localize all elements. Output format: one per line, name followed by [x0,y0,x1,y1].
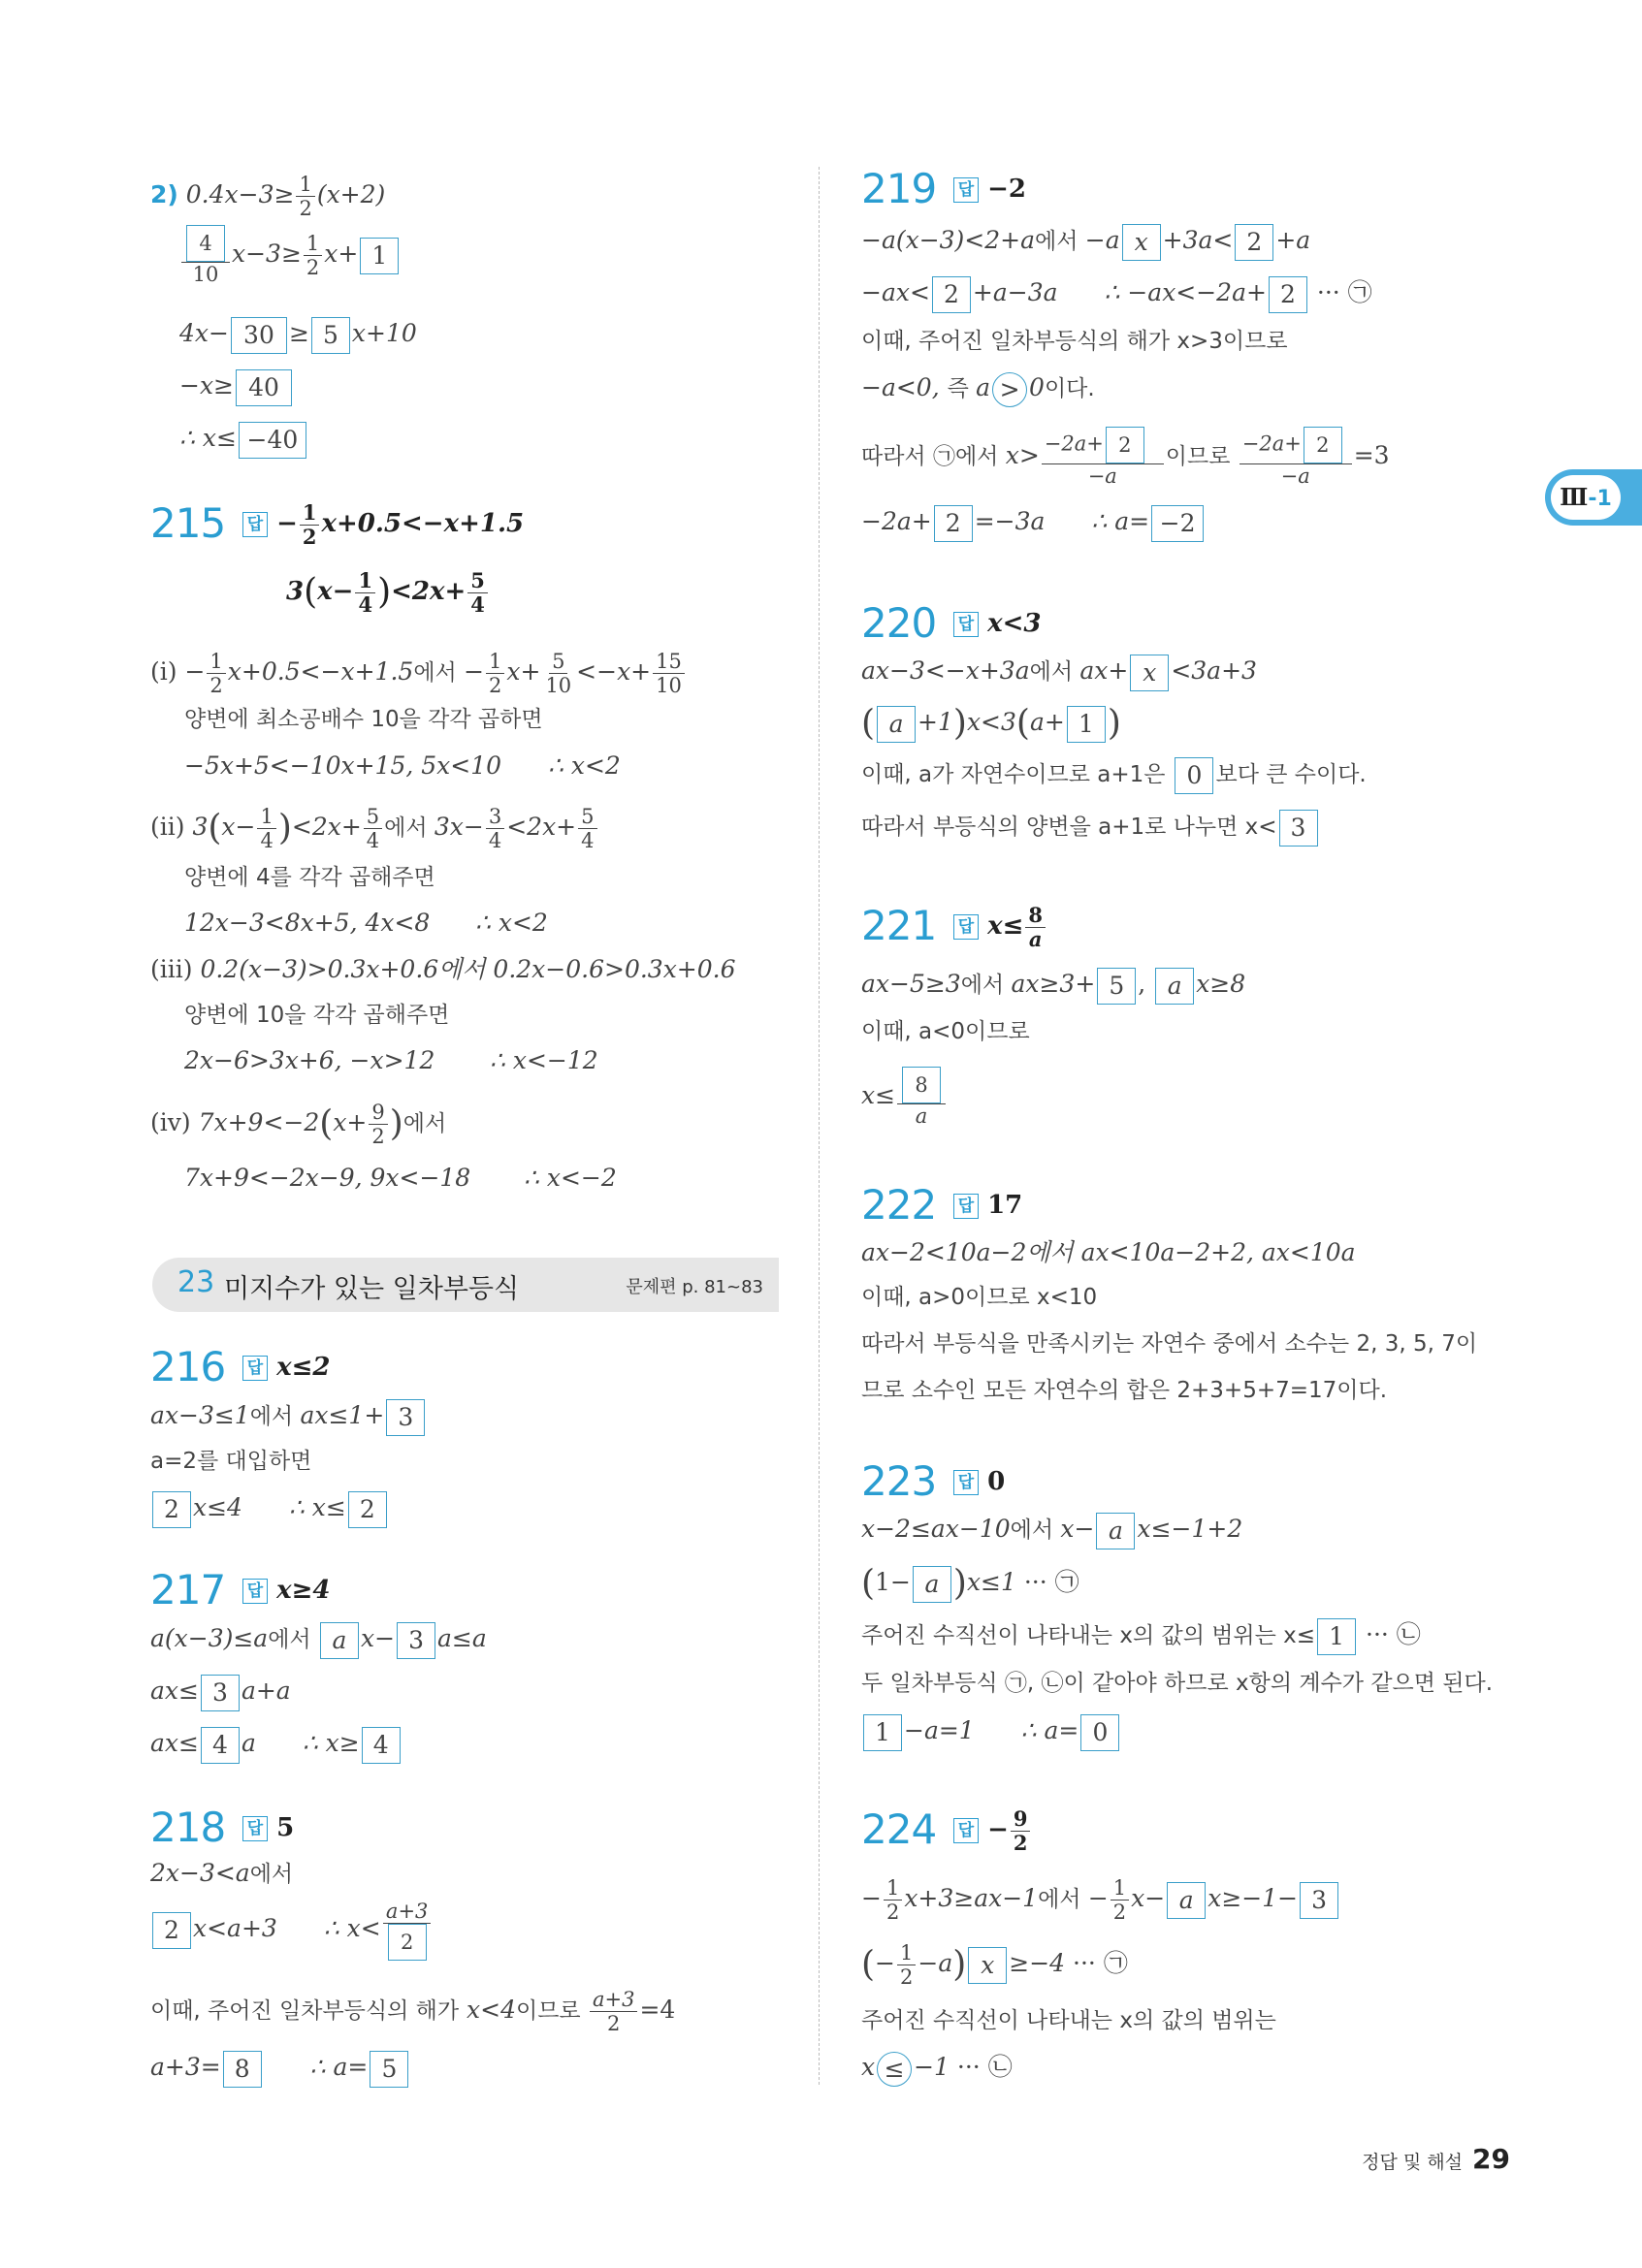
problem-221-text1: 이때, a<0이므로 [861,1019,1030,1044]
problem-215-ii-line: (ⅱ) 3(x− $\frac{1}{4}$ )<2x+ $\frac{5}{4}$ 에서 3x− $\frac{3}{4}$ <2x+ $\frac{5}{4}$ [150,800,599,856]
problem-215-i-result: ∴ x<2 [548,751,621,780]
answer-box: 8 [902,1067,941,1103]
answer-box: 5 [1097,968,1136,1005]
problem-221-line3: x≤ $\frac{8}{a}$ [861,1057,948,1134]
problem-220-line4: 따라서 부등식의 양변을 a+1로 나누면 x< 3 [861,807,1320,847]
section-number: 23 [177,1265,215,1299]
problem-215-i-line: (ⅰ) − $\frac{1}{2}$ x+0.5<−x+1.5에서 − $\frac{1}{2}$ x+ $\frac{5}{10}$ <−x+ $\frac{15}{10}$ [150,645,687,700]
answer-box: x [1122,224,1161,261]
answer-box: 2 [388,1924,427,1961]
problem-220-answer: 답 x<3 [953,599,1041,648]
answer-box: 3 [397,1622,435,1659]
problem-223-line5: 1 −a=1 ∴ a= 0 [861,1711,1121,1751]
problem-218-line1: 2x−3<a에서 [150,1859,294,1887]
answer-box: 8 [223,2051,262,2088]
answer-box: 1 [360,238,399,274]
answer-box: a [877,706,916,743]
answer-box: 30 [231,317,287,354]
problem-215-iii-result: ∴ x<−12 [490,1046,598,1074]
section-header [152,1258,779,1312]
answer-box: a [1167,1882,1206,1919]
answer-circle: > [992,372,1027,407]
answer-box: 2 [1269,276,1307,313]
problem-215-iv-text2: 7x+9<−2x−9, 9x<−18 [184,1164,471,1192]
problem-215-iii-text2: 2x−6>3x+6, −x>12 [184,1046,435,1074]
answer-box: 40 [236,369,292,406]
problem-215-number: 215 [150,499,226,547]
problem-214-line1: 2) 0.4x−3≥ $\frac{1}{2}$ (x+2) [150,173,386,220]
problem-217-line1: a(x−3)≤a에서 a x− 3 a≤a [150,1619,487,1659]
problem-224-line4: x ≤ −1 ··· ㉡ [861,2048,1013,2087]
problem-221-line1: ax−5≥3에서 ax≥3+ 5 , a x≥8 [861,965,1245,1005]
problem-215-ii-text1: 양변에 4를 각각 곱해주면 [184,865,435,890]
answer-box: 2 [932,276,971,313]
problem-223-line1: x−2≤ax−10에서 x− a x≤−1+2 [861,1510,1242,1549]
problem-214-line2: $\frac{4}{10}$ x−3≥ $\frac{1}{2}$ x+ 1 [179,225,401,286]
problem-215-iii-line: (ⅲ) 0.2(x−3)>0.3x+0.6에서 0.2x−0.6>0.3x+0.6 [150,955,736,983]
answer-box: 2 [1235,224,1273,261]
problem-217-line3: ax≤ 4 a ∴ x≥ 4 [150,1724,402,1764]
answer-box: −2 [1151,505,1204,542]
problem-221-answer: 답 x≤ $\frac{8}{a}$ [953,902,1047,951]
problem-216-text: a=2를 대입하면 [150,1449,312,1474]
problem-218-answer: 답 5 [242,1804,294,1852]
problem-223-line2: (1− a )x≤1 ··· ㉠ [861,1563,1079,1604]
problem-216-answer: 답 x≤2 [242,1343,330,1391]
problem-219-line5: 따라서 ㉠에서 x> $\frac{-2a+ 2}{-a}$ 이므로 $\frac{-2a+ 2}{-a}$ =3 [861,417,1390,495]
answer-box: 2 [1106,427,1144,463]
problem-223-answer: 답 0 [953,1457,1005,1506]
problem-219-number: 219 [861,165,937,212]
page-footer [1362,2143,1510,2175]
problem-217-line2: ax≤ 3 a+a [150,1672,291,1711]
problem-215-iv-line: (ⅳ) 7x+9<−2(x+ $\frac{9}{2}$ )에서 [150,1101,447,1148]
problem-215-i-text2: −5x+5<−10x+15, 5x<10 [184,751,502,780]
problem-219-line4: −a<0, 즉 a > 0이다. [861,368,1095,408]
answer-box: x [968,1947,1007,1984]
answer-box: −40 [239,422,306,459]
answer-box: a [1155,968,1194,1005]
problem-220-line3: 이때, a가 자연수이므로 a+1은 0 보다 큰 수이다. [861,754,1367,794]
answer-box: a [913,1566,951,1603]
problem-220-number: 220 [861,599,937,647]
problem-214-line3: 4x− 30 ≥ 5 x+10 [179,314,417,354]
answer-box: a [1096,1513,1135,1549]
problem-224-line2: (− $\frac{1}{2}$ −a) x ≥−4 ··· ㉠ [861,1941,1128,1989]
problem-222-number: 222 [861,1181,937,1229]
problem-223-line3: 주어진 수직선이 나타내는 x의 값의 범위는 x≤ 1 ··· ㉡ [861,1615,1421,1655]
problem-215-answer2: 3(x− $\frac{1}{4}$ )<2x+ $\frac{5}{4}$ [286,567,490,617]
answer-box: 2 [1304,427,1342,463]
problem-217-number: 217 [150,1566,226,1613]
answer-box: 1 [1067,706,1106,743]
problem-219-line6: −2a+ 2 =−3a ∴ a= −2 [861,502,1206,542]
answer-box: 3 [201,1675,240,1711]
page-number: 29 [1472,2143,1510,2175]
problem-218-line2: 2 x<a+3 ∴ x< $\frac{a+3}{2}$ [150,1896,434,1962]
problem-215-ii-result: ∴ x<2 [475,909,548,937]
answer-box: 3 [1300,1882,1338,1919]
answer-box: 1 [1317,1618,1356,1655]
answer-box: 5 [370,2051,408,2088]
problem-222-line2: 이때, a>0이므로 x<10 [861,1285,1098,1310]
answer-box: 0 [1080,1714,1119,1751]
problem-215-ii-text2: 12x−3<8x+5, 4x<8 [184,909,431,937]
section-page-ref: 문제편 p. 81~83 [626,1277,763,1297]
answer-box: 3 [1279,810,1318,847]
problem-224-line1: − $\frac{1}{2}$ x+3≥ax−1에서 − $\frac{1}{2}$ x− a x≥−1− 3 [861,1871,1340,1927]
problem-223-number: 223 [861,1457,937,1505]
answer-box: a [320,1622,359,1659]
answer-box: 2 [934,505,973,542]
problem-224-number: 224 [861,1805,937,1853]
answer-box: 5 [311,317,350,354]
problem-222-line3: 따라서 부등식을 만족시키는 자연수 중에서 소수는 2, 3, 5, 7이 [861,1331,1478,1357]
problem-221-number: 221 [861,902,937,949]
column-divider [819,167,820,2085]
problem-215-iii-text1: 양변에 10을 각각 곱해주면 [184,1003,450,1028]
problem-214-line5: ∴ x≤ −40 [179,419,308,459]
problem-224-text1: 주어진 수직선이 나타내는 x의 값의 범위는 [861,2008,1276,2033]
problem-219-answer: 답 −2 [953,165,1026,213]
problem-215-i-text1: 양변에 최소공배수 10을 각각 곱하면 [184,707,543,732]
problem-219-line2: −ax< 2 +a−3a ∴ −ax<−2a+ 2 ··· ㉠ [861,273,1372,313]
answer-box: 2 [348,1491,387,1528]
answer-box: 4 [186,225,225,262]
problem-219-line1: −a(x−3)<2+a에서 −a x +3a< 2 +a [861,221,1310,261]
problem-218-line3: 이때, 주어진 일차부등식의 해가 x<4이므로 $\frac{a+3}{2}$ =4 [150,1988,676,2035]
answer-box: 2 [152,1491,191,1528]
answer-box: 1 [863,1714,902,1751]
problem-216-number: 216 [150,1343,226,1390]
chapter-tab-label: Ⅲ-1 [1551,475,1621,520]
problem-219-text1: 이때, 주어진 일차부등식의 해가 x>3이므로 [861,329,1288,354]
problem-222-line1: ax−2<10a−2에서 ax<10a−2+2, ax<10a [861,1238,1356,1266]
answer-box: x [1130,655,1169,691]
section-title: 미지수가 있는 일차부등식 [224,1274,520,1304]
problem-214-line4: −x≥ 40 [179,367,294,406]
answer-box: 4 [362,1727,401,1764]
answer-box: 4 [201,1727,240,1764]
answer-box: 0 [1175,757,1213,794]
problem-220-line1: ax−3<−x+3a에서 ax+ x <3a+3 [861,652,1257,691]
problem-223-text2: 두 일차부등식 ㉠, ㉡이 같아야 하므로 x항의 계수가 같으면 된다. [861,1671,1494,1696]
footer-label: 정답 및 해설 [1362,2152,1464,2173]
problem-216-line1: ax−3≤1에서 ax≤1+ 3 [150,1396,427,1436]
answer-box: 2 [152,1912,191,1949]
problem-215-iv-result: ∴ x<−2 [524,1164,617,1192]
problem-217-answer: 답 x≥4 [242,1566,330,1614]
problem-222-line4: 므로 소수인 모든 자연수의 합은 2+3+5+7=17이다. [861,1378,1388,1403]
problem-216-line3: 2 x≤4 ∴ x≤ 2 [150,1488,389,1528]
problem-215-answer: 답 − $\frac{1}{2}$ x+0.5<−x+1.5 [242,499,524,549]
problem-218-line4: a+3= 8 ∴ a= 5 [150,2048,410,2088]
problem-218-number: 218 [150,1804,226,1851]
answer-circle: ≤ [877,2052,912,2087]
answer-box: 3 [386,1399,425,1436]
chapter-tab [1545,469,1642,526]
problem-224-answer: 답 − $\frac{9}{2}$ [953,1805,1032,1855]
problem-222-answer: 답 17 [953,1181,1022,1230]
problem-220-line2: ( a +1)x<3(a+ 1 ) [861,703,1121,744]
